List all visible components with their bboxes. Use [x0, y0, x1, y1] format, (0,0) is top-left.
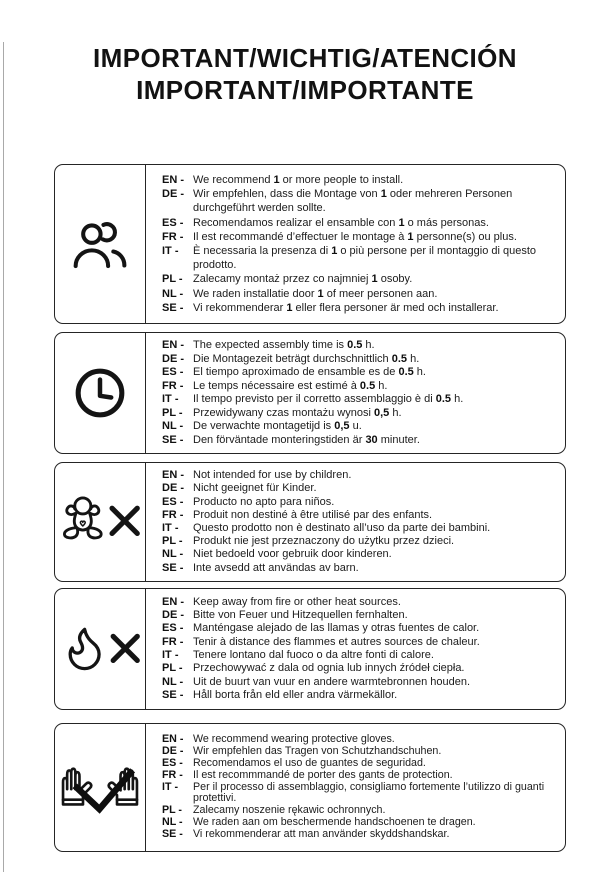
instruction-box — [54, 332, 566, 454]
language-label-es: ES - — [162, 495, 184, 508]
instruction-row-it — [162, 393, 557, 407]
instruction-text: The expected assembly time is 0.5 h. — [193, 339, 375, 351]
language-label-fr: FR - — [162, 379, 184, 392]
instruction-row-nl — [162, 287, 557, 301]
instruction-row-de — [162, 353, 557, 367]
instruction-text: Zalecamy montaż przez co najmniej 1 osoby. — [193, 273, 413, 286]
language-label-de: DE - — [162, 188, 184, 201]
instruction-text: Niet bedoeld voor gebruik door kinderen. — [193, 548, 392, 561]
language-label-de: DE - — [162, 352, 184, 365]
language-label-en: EN - — [162, 469, 184, 482]
instruction-text: Bitte von Feuer und Hitzequellen fernhalten. — [193, 609, 408, 622]
page-edge-line — [3, 42, 4, 872]
instruction-row-se — [162, 301, 557, 315]
instruction-text: El tiempo aproximado de ensamble es de 0.5 h. — [193, 366, 426, 378]
language-label-es: ES - — [162, 216, 184, 229]
language-label-nl: NL - — [162, 815, 183, 828]
instruction-row-it — [162, 649, 557, 662]
instruction-row-fr — [162, 380, 557, 394]
language-label-pl: PL - — [162, 662, 183, 675]
instruction-row-pl — [162, 535, 557, 548]
instruction-text-cell — [146, 463, 565, 581]
language-label-pl: PL - — [162, 273, 183, 286]
instruction-text: Håll borta från eld eller andra värmekällor. — [193, 688, 398, 701]
instruction-row-de — [162, 609, 557, 622]
instruction-text: Nicht geeignet für Kinder. — [193, 482, 317, 495]
instruction-row-se — [162, 562, 557, 575]
instruction-text: Wir empfehlen, dass die Montage von 1 oder mehreren Personen durchgeführt werden sollte. — [193, 188, 513, 215]
language-label-de: DE - — [162, 482, 184, 495]
sections-container — [54, 164, 566, 852]
gloves-icon — [55, 724, 146, 851]
instruction-row-fr — [162, 509, 557, 522]
instruction-row-es — [162, 216, 557, 230]
language-label-es: ES - — [162, 622, 184, 635]
instruction-text: Den förväntade monteringstiden är 30 minuter. — [193, 433, 420, 446]
instruction-text: Przechowywać z dala od ognia lub innych źródeł ciepła. — [193, 662, 465, 675]
language-label-es: ES - — [162, 366, 184, 378]
language-label-se: SE - — [162, 433, 184, 446]
language-label-fr: FR - — [162, 508, 184, 521]
instruction-box — [54, 164, 566, 324]
instruction-row-pl — [162, 272, 557, 286]
language-label-it: IT - — [162, 522, 179, 534]
instruction-row-nl — [162, 676, 557, 689]
instruction-box — [54, 723, 566, 852]
instruction-text: We recommend wearing protective gloves. — [193, 733, 395, 746]
language-label-fr: FR - — [162, 768, 183, 781]
language-label-it: IT - — [162, 780, 179, 793]
title-line-2: IMPORTANT/IMPORTANTE — [136, 75, 474, 105]
instruction-text: Recomendamos realizar el ensamble con 1 o más personas. — [193, 216, 489, 229]
language-label-nl: NL - — [162, 420, 184, 432]
instruction-text: Zalecamy noszenie rękawic ochronnych. — [193, 804, 386, 817]
language-label-de: DE - — [162, 609, 184, 622]
instruction-text: Die Montagezeit beträgt durchschnittlich 0.5 h. — [193, 352, 420, 365]
people-icon — [55, 165, 146, 323]
instruction-text: Vi rekommenderar att man använder skyddshandskar. — [193, 827, 450, 840]
language-label-se: SE - — [162, 561, 184, 574]
instruction-row-en — [162, 173, 557, 187]
instruction-row-en — [162, 469, 557, 482]
no-children-icon — [55, 463, 146, 581]
instruction-text: Przewidywany czas montażu wynosi 0,5 h. — [193, 406, 402, 419]
language-label-es: ES - — [162, 757, 183, 769]
instruction-row-fr — [162, 230, 557, 244]
instruction-row-nl — [162, 420, 557, 434]
instruction-row-pl — [162, 407, 557, 421]
language-label-fr: FR - — [162, 230, 184, 243]
instruction-text: Le temps nécessaire est estimé à 0.5 h. — [193, 379, 388, 392]
language-label-nl: NL - — [162, 548, 184, 561]
instruction-text: De verwachte montagetijd is 0,5 u. — [193, 420, 362, 432]
instruction-text-cell — [146, 589, 565, 709]
instruction-row-it — [162, 782, 557, 806]
instruction-row-en — [162, 596, 557, 609]
instruction-row-pl — [162, 662, 557, 675]
language-label-it: IT - — [162, 245, 179, 257]
instruction-row-es — [162, 496, 557, 509]
language-label-se: SE - — [162, 301, 184, 314]
instruction-row-es — [162, 622, 557, 635]
title-line-1: IMPORTANT/WICHTIG/ATENCIÓN — [93, 43, 517, 73]
instruction-text: We recommend 1 or more people to install. — [193, 173, 404, 186]
language-label-it: IT - — [162, 649, 179, 661]
language-label-it: IT - — [162, 393, 179, 405]
instruction-text: We raden installatie door 1 of meer personen aan. — [193, 287, 438, 300]
instruction-row-nl — [162, 817, 557, 829]
instruction-row-de — [162, 187, 557, 215]
instruction-row-es — [162, 366, 557, 380]
instruction-text: Manténgase alejado de las llamas y otras fuentes de calor. — [193, 622, 480, 635]
instruction-text: Il est recommandé d’effectuer le montage à 1 personne(s) ou plus. — [193, 230, 517, 243]
instruction-text: Questo prodotto non è destinato all’uso da parte dei bambini. — [193, 522, 491, 534]
instruction-row-fr — [162, 636, 557, 649]
instruction-text: Producto no apto para niños. — [193, 495, 335, 508]
language-label-nl: NL - — [162, 287, 184, 300]
language-label-pl: PL - — [162, 535, 183, 548]
instruction-text: È necessaria la presenza di 1 o più persone per il montaggio di questo prodotto. — [193, 245, 537, 272]
instruction-text-cell — [146, 333, 565, 453]
instruction-row-se — [162, 829, 557, 841]
instruction-text: Produkt nie jest przeznaczony do użytku przez dzieci. — [193, 535, 455, 548]
instruction-text: Produit non destiné à être utilisé par des enfants. — [193, 508, 433, 521]
instruction-row-se — [162, 689, 557, 702]
instruction-text: Il est recommmandé de porter des gants de protection. — [193, 768, 453, 781]
language-label-pl: PL - — [162, 406, 183, 419]
instruction-row-fr — [162, 770, 557, 782]
no-fire-icon — [55, 589, 146, 709]
instruction-text: Inte avsedd att användas av barn. — [193, 561, 359, 574]
instruction-row-it — [162, 244, 557, 272]
instruction-text: Tenere lontano dal fuoco o da altre fonti di calore. — [193, 649, 434, 661]
instruction-text-cell — [146, 724, 565, 851]
instruction-text: Per il processo di assemblaggio, consigliamo fortemente l’utilizzo di guanti protettivi. — [193, 780, 545, 805]
clock-icon — [55, 333, 146, 453]
language-label-en: EN - — [162, 339, 184, 351]
instruction-text-cell — [146, 165, 565, 323]
language-label-en: EN - — [162, 173, 184, 186]
language-label-en: EN - — [162, 733, 184, 746]
language-label-nl: NL - — [162, 675, 184, 688]
instruction-row-it — [162, 522, 557, 535]
instruction-text: Vi rekommenderar 1 eller flera personer är med och installerar. — [193, 301, 499, 314]
instruction-text: Recomendamos el uso de guantes de seguridad. — [193, 757, 426, 769]
instruction-text: Keep away from fire or other heat sources. — [193, 595, 401, 608]
instruction-row-nl — [162, 548, 557, 561]
language-label-en: EN - — [162, 595, 184, 608]
language-label-pl: PL - — [162, 804, 182, 817]
language-label-fr: FR - — [162, 635, 184, 648]
instruction-text: Wir empfehlen das Tragen von Schutzhandschuhen. — [193, 745, 442, 758]
language-label-de: DE - — [162, 745, 184, 758]
instruction-row-se — [162, 434, 557, 448]
instruction-text: Il tempo previsto per il corretto assemblaggio è di 0.5 h. — [193, 393, 464, 405]
instruction-text: Not intended for use by children. — [193, 469, 352, 482]
language-label-se: SE - — [162, 688, 184, 701]
instruction-text: Uit de buurt van vuur en andere warmtebronnen houden. — [193, 675, 471, 688]
instruction-text: We raden aan om beschermende handschoenen te dragen. — [193, 815, 476, 828]
instruction-box — [54, 588, 566, 710]
instruction-row-de — [162, 482, 557, 495]
language-label-se: SE - — [162, 827, 183, 840]
instruction-row-en — [162, 339, 557, 353]
page-title — [0, 42, 610, 106]
instruction-box — [54, 462, 566, 582]
instruction-text: Tenir à distance des flammes et autres sources de chaleur. — [193, 635, 480, 648]
